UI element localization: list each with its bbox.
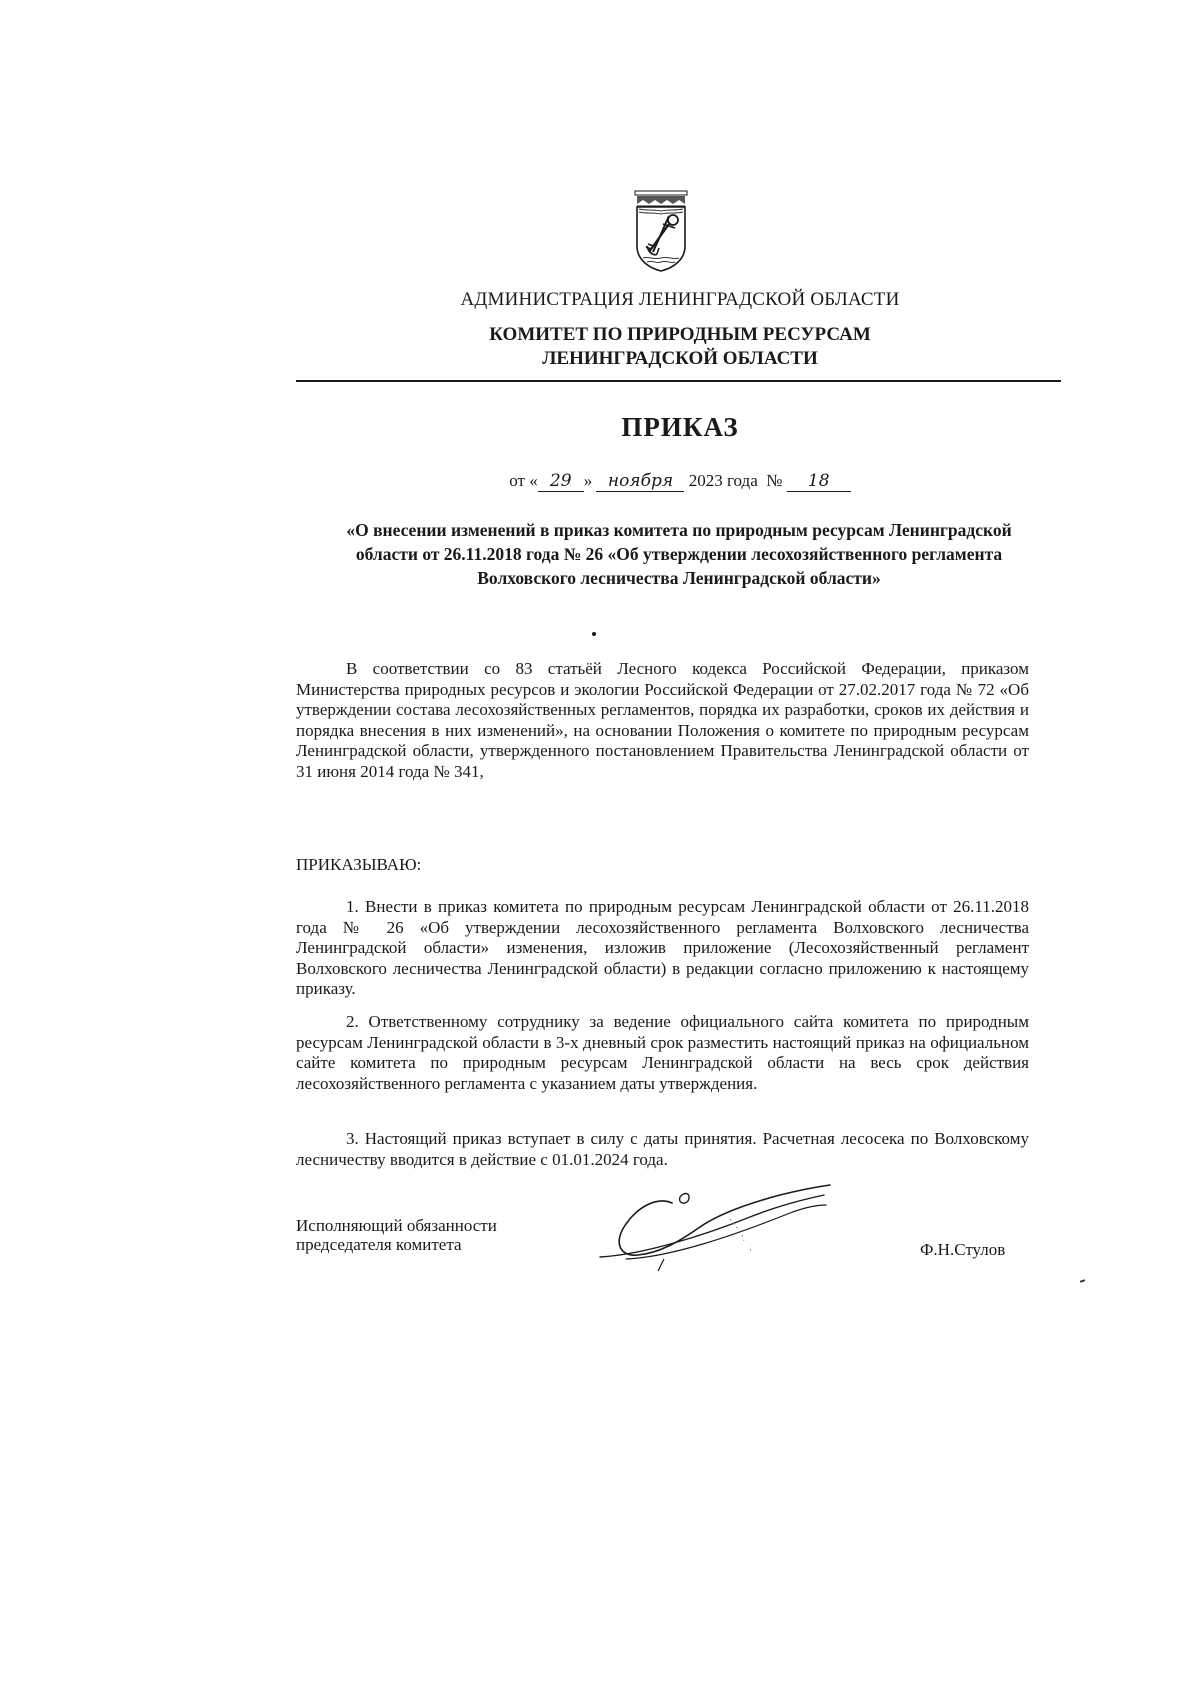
document-date-line <box>300 471 1060 492</box>
document-number: 18 <box>787 471 851 492</box>
document-subject: «О внесении изменений в приказ комитета по природным ресурсам Ленинградской области от 26.11.2018 года № 26 «Об утверждении лесохозяйственного регламента Волховского лесничества Ленинградской области» <box>346 520 1012 588</box>
scan-speck <box>1080 1279 1085 1283</box>
order-item-2: 2. Ответственному сотруднику за ведение официального сайта комитета по природным ресурсам Ленинградской области в 3-х дневный срок разместить настоящий приказ на официальном сайте комитета по природным ресурсам Ленинградской области на весь срок действия лесохозяйственного регламента с указанием даты утверждения. <box>296 1012 1029 1093</box>
number-prefix: № <box>766 471 783 490</box>
header-divider <box>296 380 1061 382</box>
preamble-paragraph: В соответствии со 83 статьёй Лесного кодекса Российской Федерации, приказом Министерства природных ресурсов и экологии Российской Федерации от 27.02.2017 года № 72 «Об утверждении состава лесохозяйственных регламентов, порядка их разработки, сроков их действия и порядка внесения в них изменений», на основании Положения о комитете по природным ресурсам Ленинградской области, утвержденного постановлением Правительства Ленинградской области от 31 июня 2014 года № 341, <box>296 659 1029 781</box>
order-word: ПРИКАЗЫВАЮ: <box>296 855 422 874</box>
order-item-1: 1. Внести в приказ комитета по природным ресурсам Ленинградской области от 26.11.2018 года № 26 «Об утверждении лесохозяйственного регламента Волховского лесничества Ленинградской области» изменения, изложив приложение (Лесохозяйственный регламент Волховского лесничества Ленинградской области) в редакции согласно приложению к настоящему приказу. <box>296 897 1029 998</box>
committee-name-line2: ЛЕНИНГРАДСКОЙ ОБЛАСТИ <box>542 348 818 369</box>
date-mid: » <box>583 471 593 490</box>
signatory-role-line2: председателя комитета <box>296 1235 462 1254</box>
date-year: 2023 года <box>688 471 758 490</box>
date-prefix: от « <box>509 471 538 490</box>
coat-of-arms-icon <box>633 190 689 272</box>
committee-name <box>300 323 1060 371</box>
handwritten-signature-icon <box>580 1175 840 1285</box>
signatory-role-line1: Исполняющий обязанности <box>296 1216 497 1235</box>
date-day: 29 <box>538 471 584 492</box>
order-item-3: 3. Настоящий приказ вступает в силу с даты принятия. Расчетная лесосека по Волховскому лесничеству вводится в действие с 01.01.2024 года. <box>296 1129 1029 1169</box>
committee-name-line1: КОМИТЕТ ПО ПРИРОДНЫМ РЕСУРСАМ <box>489 324 871 345</box>
signatory-role <box>296 1216 497 1254</box>
stray-dot <box>592 632 596 636</box>
signatory-name: Ф.Н.Стулов <box>920 1240 1006 1259</box>
date-month: ноября <box>596 471 684 492</box>
document-title: ПРИКАЗ <box>621 412 739 442</box>
administration-name: АДМИНИСТРАЦИЯ ЛЕНИНГРАДСКОЙ ОБЛАСТИ <box>460 289 900 310</box>
